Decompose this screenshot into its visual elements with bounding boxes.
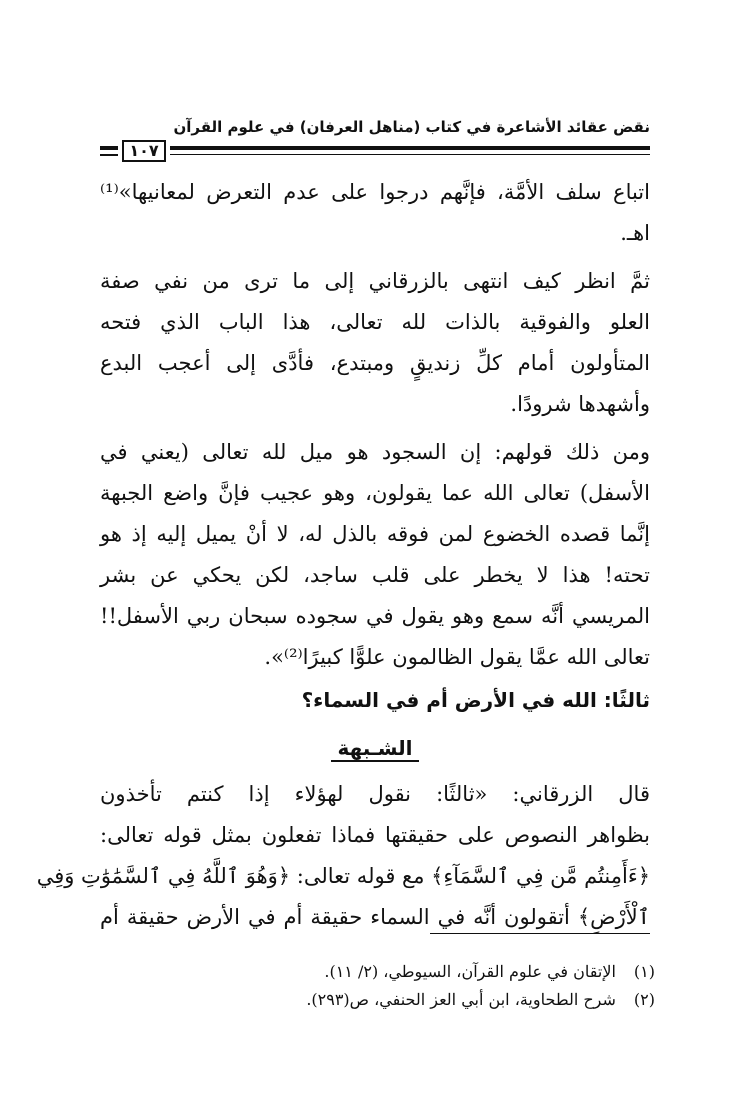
main-text	[36, 172, 650, 938]
text-line: قال الزرقاني: «ثالثًا: نقول لهؤلاء إذا كنتم تأخذون	[100, 782, 650, 806]
footnotes	[100, 958, 655, 1014]
text-line: ومن ذلك قولهم: إن السجود هو ميل لله تعالى (يعني في	[100, 440, 650, 464]
footnote-number: (٢)	[633, 990, 655, 1009]
footnote-text: شرح الطحاوية، ابن أبي العز الحنفي، ص(٢٩٣).	[306, 990, 616, 1009]
page-number: ١٠٧	[122, 140, 166, 162]
header-rule-left-thin	[100, 154, 118, 156]
text-line: اتباع سلف الأمَّة، فإنَّهم درجوا على عدم التعرض لمعانيها»⁽¹⁾	[100, 180, 650, 204]
text-line: اهـ.	[620, 221, 650, 245]
header-rule-thin	[170, 154, 650, 155]
text-line: المتأولون أمام كلِّ زنديقٍ ومبتدع، فأدَّى إلى أعجب البدع	[100, 351, 650, 375]
footnote-text: الإتقان في علوم القرآن، السيوطي، (٢/ ١١).	[324, 962, 616, 981]
text-line: ﴿ءَأَمِنتُم مَّن فِي ٱلسَّمَآءِ﴾ مع قوله تعالى: ﴿وَهُوَ ٱللَّهُ فِي ٱلسَّمَٰوَٰتِ وَفِي	[36, 864, 650, 888]
running-title: نقض عقائد الأشاعرة في كتاب (مناهل العرفان) في علوم القرآن	[173, 118, 650, 136]
page-header	[100, 116, 650, 166]
text-line: المريسي أنَّه سمع وهو يقول في سجوده سبحان ربي الأسفل!!	[100, 604, 650, 628]
header-rule-thick	[170, 146, 650, 150]
section-heading: ثالثًا: الله في الأرض أم في السماء؟	[301, 688, 650, 712]
text-line: إنَّما قصده الخضوع لمن فوقه بالذل له، لا أنْ يميل إليه إذ هو	[100, 522, 650, 546]
text-line: وأشهدها شرودًا.	[510, 392, 650, 416]
section-subheading	[100, 722, 650, 774]
footnote	[100, 986, 655, 1014]
header-rule-left-thick	[100, 146, 118, 150]
text-line: العلو والفوقية بالذات لله تعالى، هذا الباب الذي فتحه	[100, 310, 650, 334]
subheading-label: الشـبهة	[331, 736, 418, 762]
text-line: الأسفل) تعالى الله عما يقولون، وهو عجيب فإنَّ واضع الجبهة	[100, 481, 650, 505]
text-line: تحته! هذا لا يخطر على قلب ساجد، لكن يحكي عن بشر	[100, 563, 650, 587]
text-line: ثمَّ انظر كيف انتهى بالزرقاني إلى ما ترى من نفي صفة	[100, 269, 650, 293]
footnote-number: (١)	[633, 962, 655, 981]
footnote-separator	[430, 933, 650, 934]
text-line: بظواهر النصوص على حقيقتها فماذا تفعلون بمثل قوله تعالى:	[100, 823, 650, 847]
footnote	[100, 958, 655, 986]
text-line: ٱلْأَرْضِ﴾ أتقولون أنَّه في السماء حقيقة أم في الأرض حقيقة أم	[100, 905, 650, 929]
text-line: تعالى الله عمَّا يقول الظالمون علوًّا كبيرًا⁽²⁾».	[264, 645, 650, 669]
